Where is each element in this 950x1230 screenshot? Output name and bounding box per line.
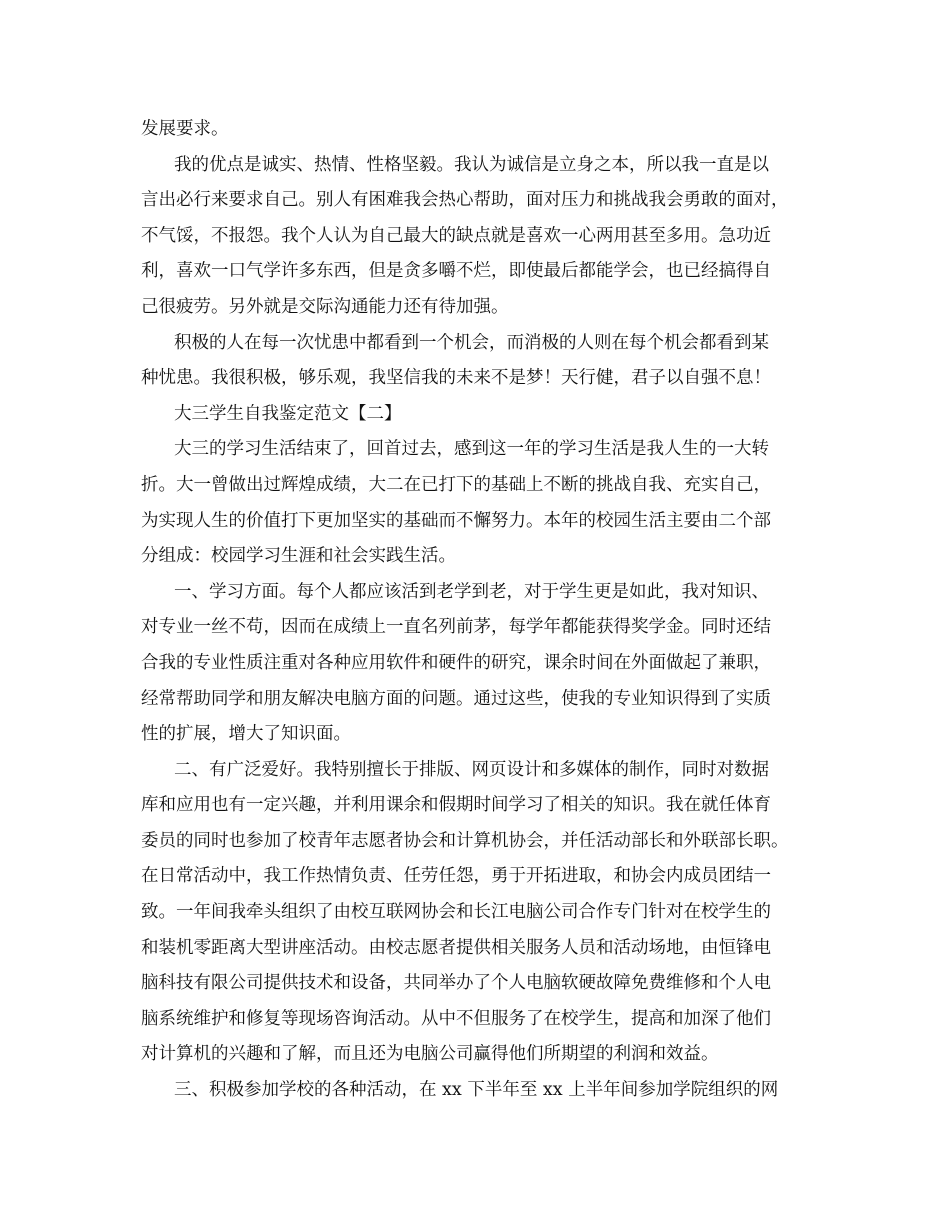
text-line: 三、积极参加学校的各种活动，在 xx 下半年至 xx 上半年间参加学院组织的网: [174, 1080, 779, 1101]
text-line: 脑系统维护和修复等现场咨询活动。从中不但服务了在校学生，提高和加深了他们: [141, 1008, 771, 1029]
text-line: 我的优点是诚实、热情、性格坚毅。我认为诚信是立身之本，所以我一直是以: [174, 154, 769, 175]
text-line: 发展要求。: [141, 119, 229, 139]
text-line: 积极的人在每一次忧患中都看到一个机会，而消极的人则在每个机会都看到某: [174, 332, 769, 353]
text-line: 合我的专业性质注重对各种应用软件和硬件的研究，课余时间在外面做起了兼职，: [141, 652, 771, 673]
text-line: 在日常活动中，我工作热情负责、任劳任怨，勇于开拓进取，和协会内成员团结一: [141, 866, 771, 887]
text-line: 言出必行来要求自己。别人有困难我会热心帮助，面对压力和挑战我会勇敢的面对，: [141, 190, 789, 211]
text-line: 对专业一丝不苟，因而在成绩上一直名列前茅，每学年都能获得奖学金。同时还结: [141, 617, 771, 638]
text-line: 不气馁，不报怨。我个人认为自己最大的缺点就是喜欢一心两用甚至多用。急功近: [141, 225, 771, 246]
text-line: 对计算机的兴趣和了解，而且还为电脑公司赢得他们所期望的利润和效益。: [141, 1044, 719, 1065]
text-line: 二、有广泛爱好。我特别擅长于排版、网页设计和多媒体的制作，同时对数据: [174, 759, 769, 780]
text-line: 大三学生自我鉴定范文【二】: [174, 403, 402, 424]
text-line: 致。一年间我牵头组织了由校互联网协会和长江电脑公司合作专门针对在校学生的: [141, 902, 771, 923]
document-body: [141, 112, 831, 1109]
text-line: 种忧患。我很积极，够乐观，我坚信我的未来不是梦！天行健，君子以自强不息！: [141, 368, 771, 389]
text-line: 性的扩展，增大了知识面。: [141, 724, 351, 745]
text-line: 委员的同时也参加了校青年志愿者协会和计算机协会，并任活动部长和外联部长职。: [141, 830, 789, 851]
text-line: 为实现人生的价值打下更加坚实的基础而不懈努力。本年的校园生活主要由二个部: [141, 510, 771, 531]
text-line: 一、学习方面。每个人都应该活到老学到老，对于学生更是如此，我对知识、: [174, 581, 769, 602]
text-line: 脑科技有限公司提供技术和设备，共同举办了个人电脑软硬故障免费维修和个人电: [141, 973, 771, 994]
text-line: 大三的学习生活结束了，回首过去，感到这一年的学习生活是我人生的一大转: [174, 439, 769, 460]
text-line: 分组成：校园学习生涯和社会实践生活。: [141, 546, 456, 567]
text-line: 己很疲劳。另外就是交际沟通能力还有待加强。: [141, 296, 509, 317]
text-line: 库和应用也有一定兴趣，并利用课余和假期时间学习了相关的知识。我在就任体育: [141, 795, 771, 816]
text-line: 利，喜欢一口气学许多东西，但是贪多嚼不烂，即使最后都能学会，也已经搞得自: [141, 261, 771, 282]
text-line: 和装机零距离大型讲座活动。由校志愿者提供相关服务人员和活动场地，由恒锋电: [141, 937, 771, 958]
text-line: 经常帮助同学和朋友解决电脑方面的问题。通过这些，使我的专业知识得到了实质: [141, 688, 771, 709]
text-line: 折。大一曾做出过辉煌成绩，大二在已打下的基础上不断的挑战自我、充实自己，: [141, 474, 771, 495]
